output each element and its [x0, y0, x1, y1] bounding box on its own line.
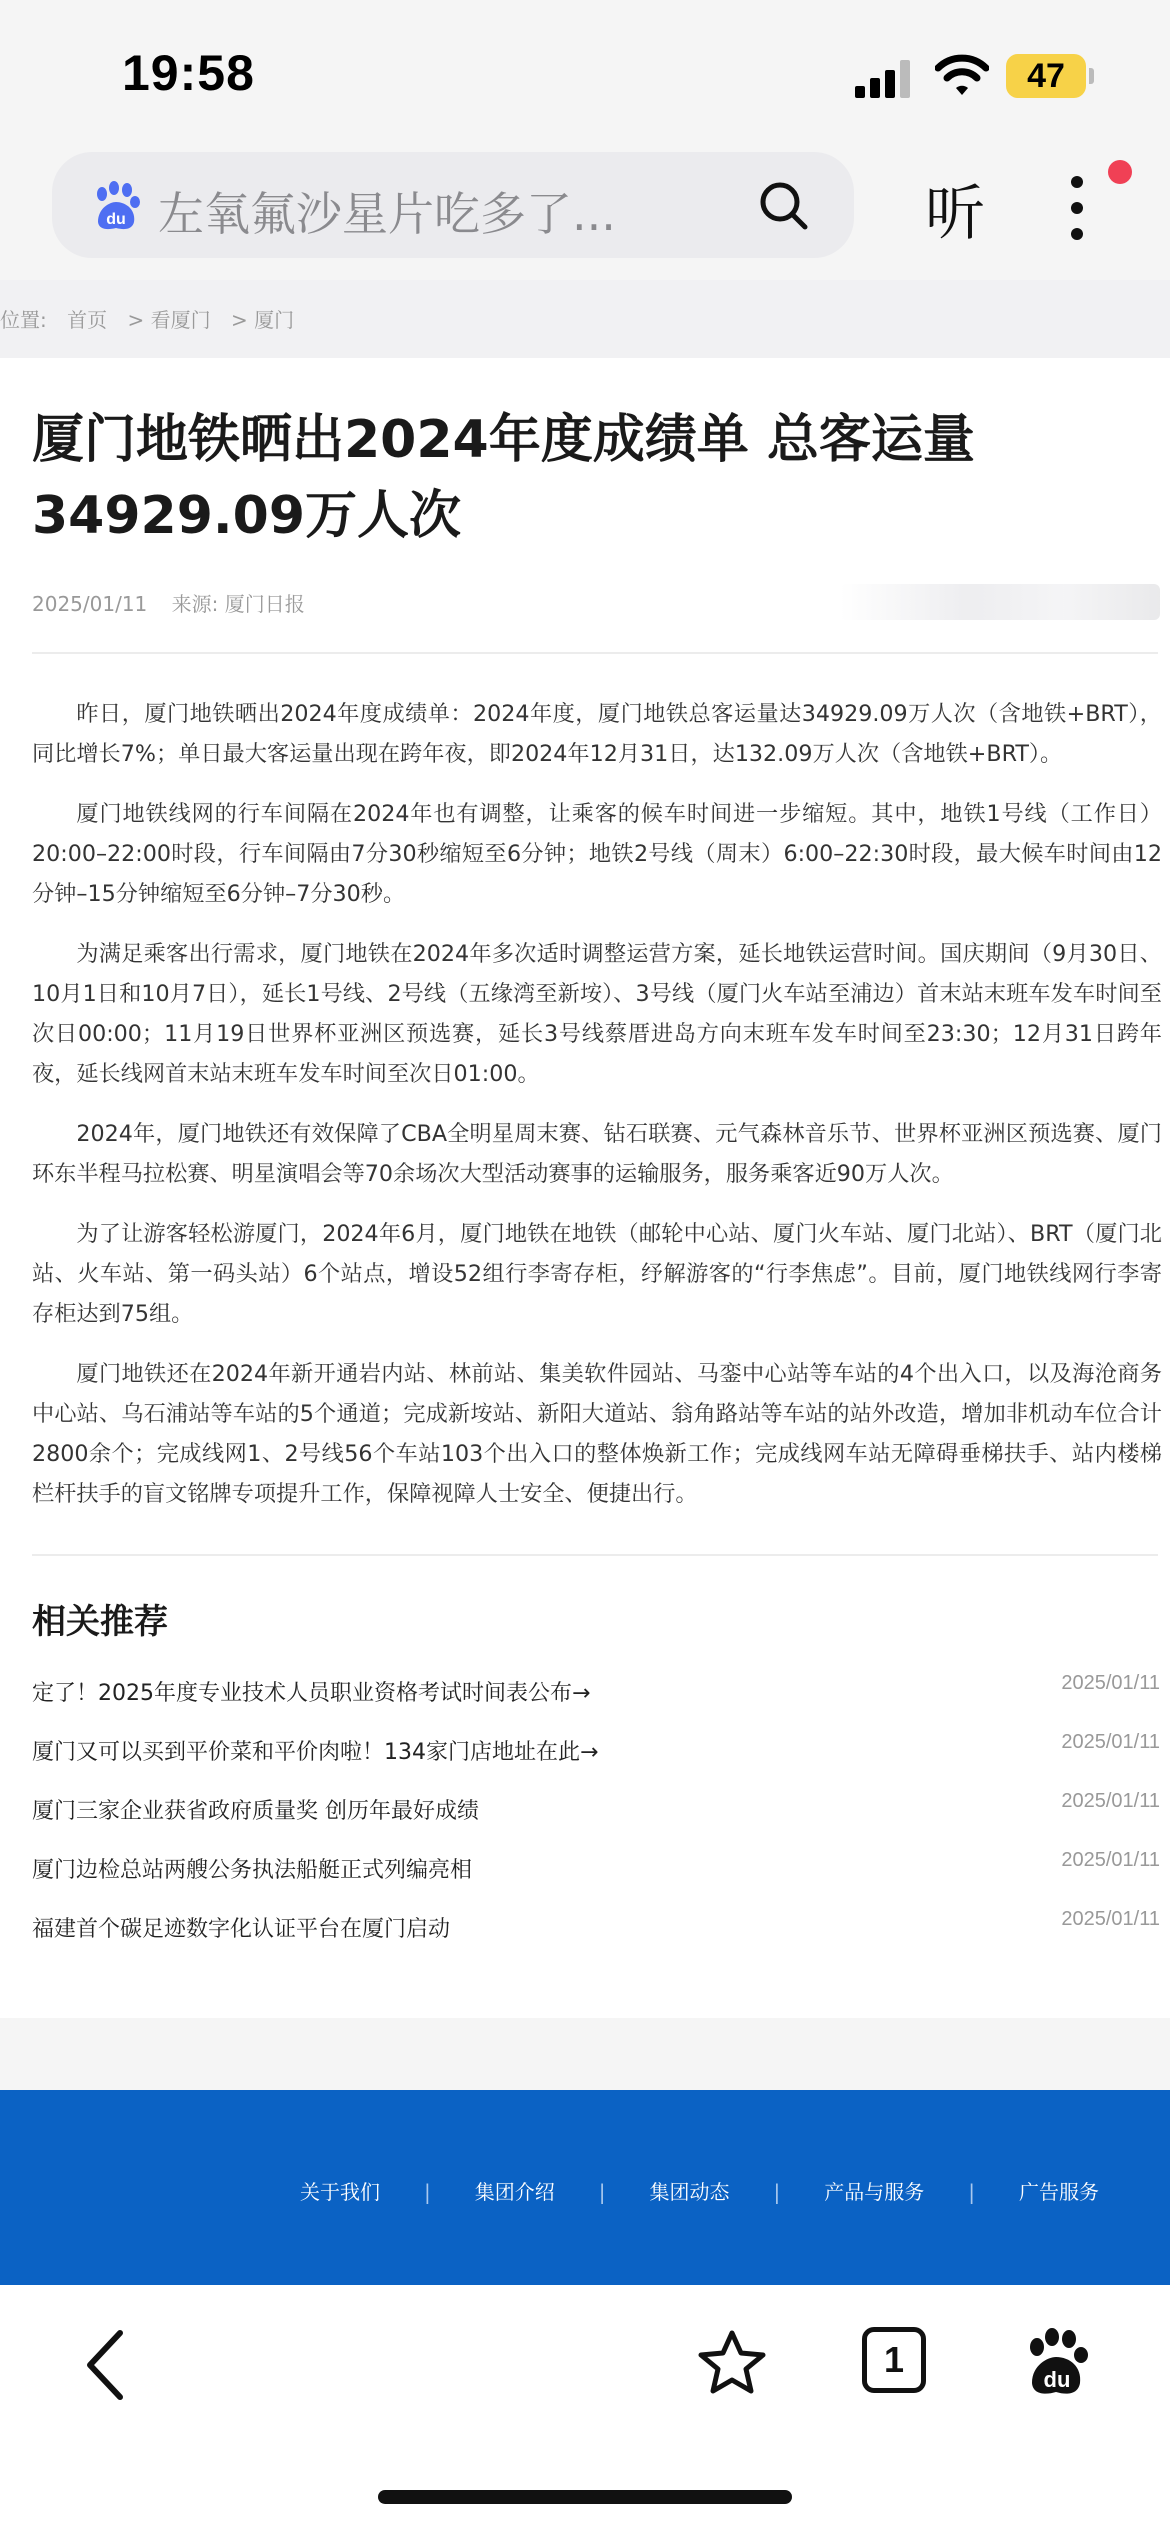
cellular-signal-icon [855, 58, 915, 98]
related-list [32, 1672, 1160, 1971]
related-item-title[interactable]: 福建首个碳足迹数字化认证平台在厦门启动 [32, 1917, 451, 1942]
footer-separator: | [424, 2180, 431, 2204]
status-bar [0, 0, 1170, 140]
related-item-title[interactable]: 厦门又可以买到平价菜和平价肉啦！134家门店地址在此→ [32, 1740, 599, 1765]
breadcrumb [0, 304, 308, 333]
breadcrumb-xiamen[interactable]: > 厦门 [230, 308, 295, 332]
footer-link-ads[interactable]: 广告服务 [1019, 2180, 1099, 2204]
status-time: 19:58 [122, 45, 255, 101]
search-bar[interactable] [52, 152, 854, 258]
article-date: 2025/01/11 [32, 592, 148, 616]
divider [32, 1554, 1158, 1556]
related-item[interactable] [32, 1731, 1160, 1794]
related-item-date: 2025/01/11 [1061, 1731, 1160, 1753]
footer-link-group-intro[interactable]: 集团介绍 [474, 2180, 555, 2204]
blurred-share-area [840, 584, 1160, 620]
related-item-title[interactable]: 定了！2025年度专业技术人员职业资格考试时间表公布→ [32, 1681, 591, 1706]
tabs-icon[interactable]: 1 [862, 2327, 926, 2393]
footer-separator: | [773, 2180, 781, 2204]
battery-tip [1089, 68, 1094, 84]
star-icon[interactable] [696, 2327, 768, 2399]
footer-link-about[interactable]: 关于我们 [300, 2180, 380, 2204]
article-title: 厦门地铁晒出2024年度成绩单 总客运量34929.09万人次 [32, 410, 975, 546]
site-footer [0, 2090, 1170, 2285]
footer-separator: | [968, 2180, 975, 2204]
back-arrow-icon[interactable] [80, 2325, 130, 2405]
article-body [32, 694, 1162, 1534]
paragraph: 为满足乘客出行需求，厦门地铁在2024年多次适时调整运营方案，延长地铁运营时间。国庆期间（9月30日、10月1日和10月7日），延长1号线、2号线（五缘湾至新垵）、3号线（厦门火车站至浦边）首末站末班车发车时间至次日00:00；11月19日世界杯亚洲区预选赛，延长3号线蔡厝进岛方向末班车发车时间至23:30；12月31日跨年夜，延长线网首末站末班车发车时间至次日01:00。 [32, 941, 1162, 1087]
related-item[interactable] [32, 1849, 1160, 1912]
breadcrumb-kan-xiamen[interactable]: > 看厦门 [127, 308, 211, 332]
breadcrumb-home[interactable]: 首页 [67, 308, 108, 332]
related-item-title[interactable]: 厦门边检总站两艘公务执法船艇正式列编亮相 [32, 1858, 473, 1883]
footer-link-products[interactable]: 产品与服务 [824, 2180, 925, 2204]
svg-text:du: du [106, 211, 126, 228]
related-item[interactable] [32, 1790, 1160, 1853]
article [0, 358, 1170, 2018]
battery-level: 47 [1006, 54, 1086, 98]
svg-text:du: du [1043, 2367, 1071, 2392]
notification-dot [1108, 160, 1132, 184]
article-source: 来源: 厦门日报 [171, 592, 305, 616]
home-indicator[interactable] [378, 2490, 792, 2504]
footer-link-group-news[interactable]: 集团动态 [649, 2180, 730, 2204]
footer-links [300, 2176, 1099, 2205]
related-item-date: 2025/01/11 [1061, 1672, 1160, 1694]
related-item[interactable] [32, 1672, 1160, 1735]
breadcrumb-prefix: 位置: [0, 308, 47, 332]
footer-separator: | [598, 2180, 606, 2204]
paragraph: 厦门地铁还在2024年新开通岩内站、林前站、集美软件园站、马銮中心站等车站的4个出入口，以及海沧商务中心站、乌石浦站等车站的5个通道；完成新垵站、新阳大道站、翁角路站等车站的站外改造，增加非机动车位合计2800余个；完成线网1、2号线56个车站103个出入口的整体焕新工作；完成线网车站无障碍垂梯扶手、站内楼梯栏杆扶手的盲文铭牌专项提升工作，保障视障人士安全、便捷出行。 [32, 1361, 1162, 1507]
related-item-date: 2025/01/11 [1061, 1908, 1160, 1930]
article-meta [32, 588, 323, 617]
related-item-date: 2025/01/11 [1061, 1790, 1160, 1812]
related-heading: 相关推荐 [32, 1602, 168, 1642]
paragraph: 昨日，厦门地铁晒出2024年度成绩单：2024年度，厦门地铁总客运量达34929.09万人次（含地铁+BRT），同比增长7%；单日最大客运量出现在跨年夜，即2024年12月31日，达132.09万人次（含地铁+BRT）。 [32, 701, 1162, 767]
listen-button[interactable]: 听 [925, 179, 985, 249]
search-query-text[interactable]: 左氧氟沙星片吃多了... [158, 187, 616, 241]
paragraph: 厦门地铁线网的行车间隔在2024年也有调整，让乘客的候车时间进一步缩短。其中，地铁1号线（工作日）20:00–22:00时段，行车间隔由7分30秒缩短至6分钟；地铁2号线（周末）6:00–22:30时段，最大候车时间由12分钟–15分钟缩短至6分钟–7分30秒。 [32, 801, 1162, 907]
more-menu-icon[interactable] [1062, 172, 1092, 244]
baidu-logo-icon [90, 180, 142, 232]
search-icon[interactable] [758, 180, 810, 232]
related-item-date: 2025/01/11 [1061, 1849, 1160, 1871]
baidu-paw-icon[interactable] [1022, 2327, 1092, 2397]
paragraph: 为了让游客轻松游厦门，2024年6月，厦门地铁在地铁（邮轮中心站、厦门火车站、厦门北站）、BRT（厦门北站、火车站、第一码头站）6个站点，增设52组行李寄存柜，纾解游客的“行李焦虑”。目前，厦门地铁线网行李寄存柜达到75组。 [32, 1221, 1162, 1327]
related-item-title[interactable]: 厦门三家企业获省政府质量奖 创历年最好成绩 [32, 1799, 479, 1824]
divider [32, 652, 1158, 654]
breadcrumb-bar [0, 280, 1170, 358]
paragraph: 2024年，厦门地铁还有效保障了CBA全明星周末赛、钻石联赛、元气森林音乐节、世界杯亚洲区预选赛、厦门环东半程马拉松赛、明星演唱会等70余场次大型活动赛事的运输服务，服务乘客近90万人次。 [32, 1121, 1162, 1187]
related-item[interactable] [32, 1908, 1160, 1971]
wifi-icon [935, 52, 989, 98]
